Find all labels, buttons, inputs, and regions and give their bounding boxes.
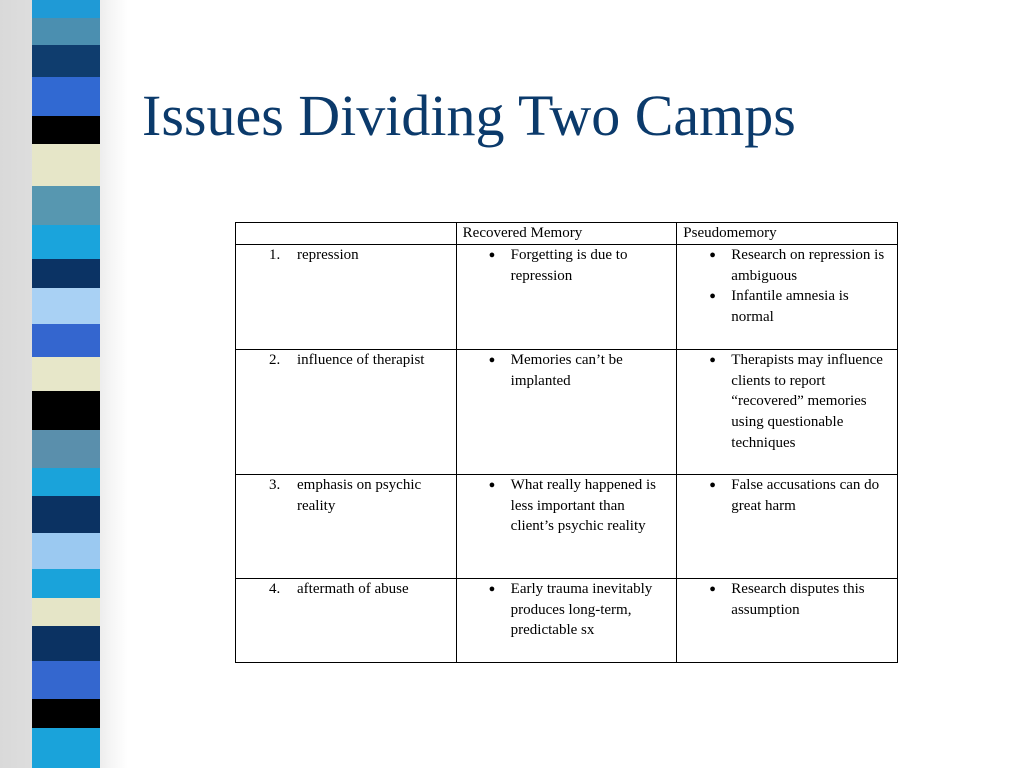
strip-block: [32, 45, 100, 77]
header-empty-cell: [236, 223, 457, 245]
strip-block: [32, 186, 100, 225]
strip-block: [32, 144, 100, 185]
pseudo-point: False accusations can do great harm: [731, 476, 880, 514]
pseudo-point: Therapists may influence clients to report “recovered” memories using questionable techniques: [731, 351, 883, 451]
strip-block: [32, 77, 100, 116]
strip-block: [32, 357, 100, 391]
bullet-icon: ●: [488, 248, 496, 261]
pseudo-point: Infantile amnesia is normal: [731, 288, 849, 326]
strip-block: [32, 0, 100, 18]
strip-block: [32, 626, 100, 662]
recovered-cell: [456, 349, 677, 474]
pseudo-cell: [677, 474, 898, 578]
issue-cell: [236, 474, 457, 578]
issue-text: emphasis on psychic reality: [297, 476, 422, 514]
issue-text: aftermath of abuse: [297, 580, 409, 597]
strip-block: [32, 661, 100, 699]
bullet-icon: ●: [709, 353, 716, 366]
slide-title: Issues Dividing Two Camps: [142, 83, 796, 148]
strip-block: [32, 468, 100, 496]
recovered-point: Early trauma inevitably produces long-term, predictable sx: [510, 580, 653, 639]
pseudo-cell: [677, 578, 898, 662]
bullet-icon: ●: [709, 582, 716, 595]
pseudo-cell: [677, 244, 898, 349]
decorative-color-strip: [32, 0, 100, 768]
bullet-icon: ●: [709, 248, 716, 261]
recovered-point: What really happened is less important than client’s psychic reality: [510, 476, 657, 535]
pseudo-cell: [677, 349, 898, 474]
strip-block: [32, 324, 100, 358]
issue-number: 4.: [269, 580, 281, 597]
table-row: [236, 578, 898, 662]
strip-block: [32, 259, 100, 289]
strip-block: [32, 533, 100, 569]
recovered-point: Memories can’t be implanted: [510, 351, 623, 389]
issue-number: 2.: [269, 351, 281, 368]
pseudo-point: Research on repression is ambiguous: [731, 246, 885, 284]
table-row: [236, 474, 898, 578]
strip-block: [32, 430, 100, 468]
recovered-point: Forgetting is due to repression: [510, 246, 628, 284]
comparison-table: [235, 222, 898, 663]
issue-text: repression: [297, 246, 359, 263]
header-pseudomemory: Pseudomemory: [677, 223, 898, 245]
issue-cell: [236, 349, 457, 474]
recovered-cell: [456, 474, 677, 578]
bullet-icon: ●: [709, 478, 716, 491]
bullet-icon: ●: [488, 353, 496, 366]
strip-block: [32, 598, 100, 626]
table-row: [236, 244, 898, 349]
pseudo-point: Research disputes this assumption: [731, 580, 865, 618]
recovered-cell: [456, 244, 677, 349]
issue-number: 3.: [269, 476, 281, 493]
table-row: [236, 349, 898, 474]
bullet-icon: ●: [488, 582, 496, 595]
strip-block: [32, 225, 100, 259]
strip-block: [32, 116, 100, 144]
strip-block: [32, 728, 100, 767]
issue-number: 1.: [269, 246, 281, 263]
table-header-row: [236, 223, 898, 245]
issue-cell: [236, 578, 457, 662]
bullet-icon: ●: [709, 290, 716, 303]
strip-block: [32, 391, 100, 430]
strip-block: [32, 496, 100, 534]
strip-block: [32, 288, 100, 324]
recovered-cell: [456, 578, 677, 662]
issue-cell: [236, 244, 457, 349]
issue-text: influence of therapist: [297, 351, 425, 368]
strip-block: [32, 18, 100, 46]
strip-block: [32, 569, 100, 599]
header-recovered-memory: Recovered Memory: [456, 223, 677, 245]
strip-block: [32, 699, 100, 729]
bullet-icon: ●: [488, 478, 496, 491]
